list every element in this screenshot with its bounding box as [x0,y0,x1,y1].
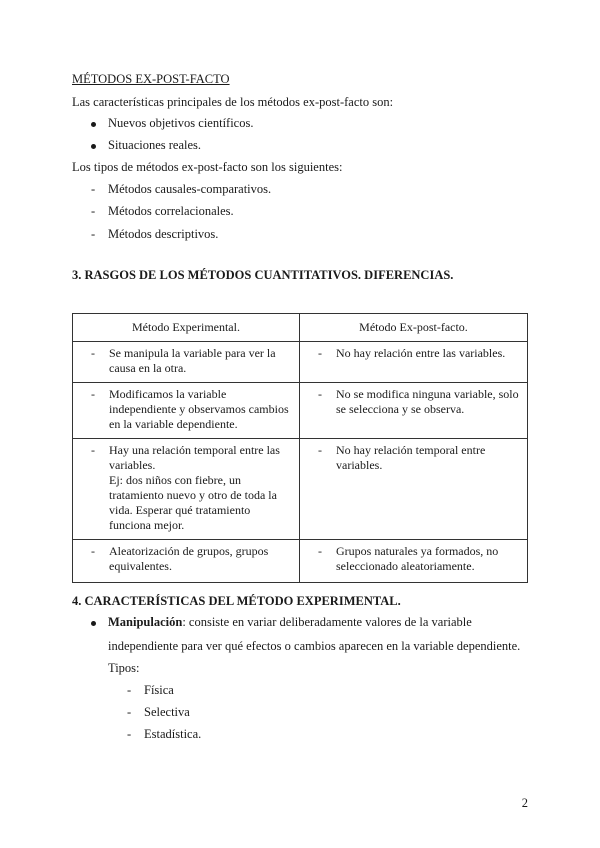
bullet-icon [91,621,96,626]
table-row [73,342,528,383]
cell-text: Aleatorización de grupos, grupos equivalentes. [109,544,269,573]
table-header-row [73,314,528,342]
cell-text: Grupos naturales ya formados, no seleccionado aleatoriamente. [336,544,499,573]
column-header-expostfacto: Método Ex-post-facto. [300,314,528,342]
table-cell: - Aleatorización de grupos, grupos equivalentes. [73,540,300,583]
dash-marker: - [127,727,132,741]
bullet-icon [91,144,96,149]
dash-marker: - [91,182,96,196]
type-item: Métodos causales-comparativos. [108,182,272,196]
cell-text: No se modifica ninguna variable, solo se selecciona y se observa. [336,387,519,416]
table-cell: - Se manipula la variable para ver la causa en la otra. [73,342,300,383]
type-item: Métodos correlacionales. [108,204,234,218]
manipulacion-definition: : consiste en variar deliberadamente valores de la variable [182,615,472,629]
section3-heading: 3. RASGOS DE LOS MÉTODOS CUANTITATIVOS. DIFERENCIAS. [72,268,454,282]
page-number: 2 [521,796,528,810]
table-row [73,383,528,439]
manipulacion-line-2: independiente para ver qué efectos o cambios aparecen en la variable dependiente. [108,639,521,653]
table-row [73,540,528,583]
table-cell: - No hay relación entre las variables. [300,342,528,383]
column-header-experimental: Método Experimental. [73,314,300,342]
table-cell: - Grupos naturales ya formados, no seleccionado aleatoriamente. [300,540,528,583]
intro-text: Las características principales de los métodos ex-post-facto son: [72,95,394,109]
manipulation-type-item: Estadística. [144,727,202,741]
section4-heading: 4. CARACTERÍSTICAS DEL MÉTODO EXPERIMENTAL. [72,594,401,608]
cell-text: No hay relación entre las variables. [336,346,506,360]
table-cell: - No se modifica ninguna variable, solo se selecciona y se observa. [300,383,528,439]
dash-marker: - [91,204,96,218]
manipulation-type-item: Física [144,683,174,697]
types-label: Tipos: [108,661,140,675]
characteristic-item: Situaciones reales. [108,138,202,152]
cell-text: Modificamos la variable independiente y observamos cambios en la variable dependiente. [109,387,289,431]
cell-text: Hay una relación temporal entre las variables. Ej: dos niños con fiebre, un tratamiento nuevo y otro de toda la vida. Esperar qué tratamiento funciona mejor. [109,443,280,532]
manipulation-type-item: Selectiva [144,705,190,719]
dash-marker: - [91,227,96,241]
cell-text: No hay relación temporal entre variables. [336,443,486,472]
table-cell: - Hay una relación temporal entre las variables. Ej: dos niños con fiebre, un tratamiento nuevo y otro de toda la vida. Esperar qué tratamiento funciona mejor. [73,439,300,540]
section-title: MÉTODOS EX-POST-FACTO [72,72,230,86]
bullet-icon [91,122,96,127]
characteristic-item: Nuevos objetivos científicos. [108,116,254,130]
dash-marker: - [127,705,132,719]
manipulacion-term: Manipulación [108,615,183,629]
table-cell: - Modificamos la variable independiente y observamos cambios en la variable dependiente. [73,383,300,439]
dash-marker: - [127,683,132,697]
manipulacion-line [108,615,472,630]
table-row [73,439,528,540]
types-intro-text: Los tipos de métodos ex-post-facto son los siguientes: [72,160,343,174]
type-item: Métodos descriptivos. [108,227,219,241]
table-cell: - No hay relación temporal entre variables. [300,439,528,540]
cell-text: Se manipula la variable para ver la causa en la otra. [109,346,276,375]
comparison-table [72,313,528,583]
